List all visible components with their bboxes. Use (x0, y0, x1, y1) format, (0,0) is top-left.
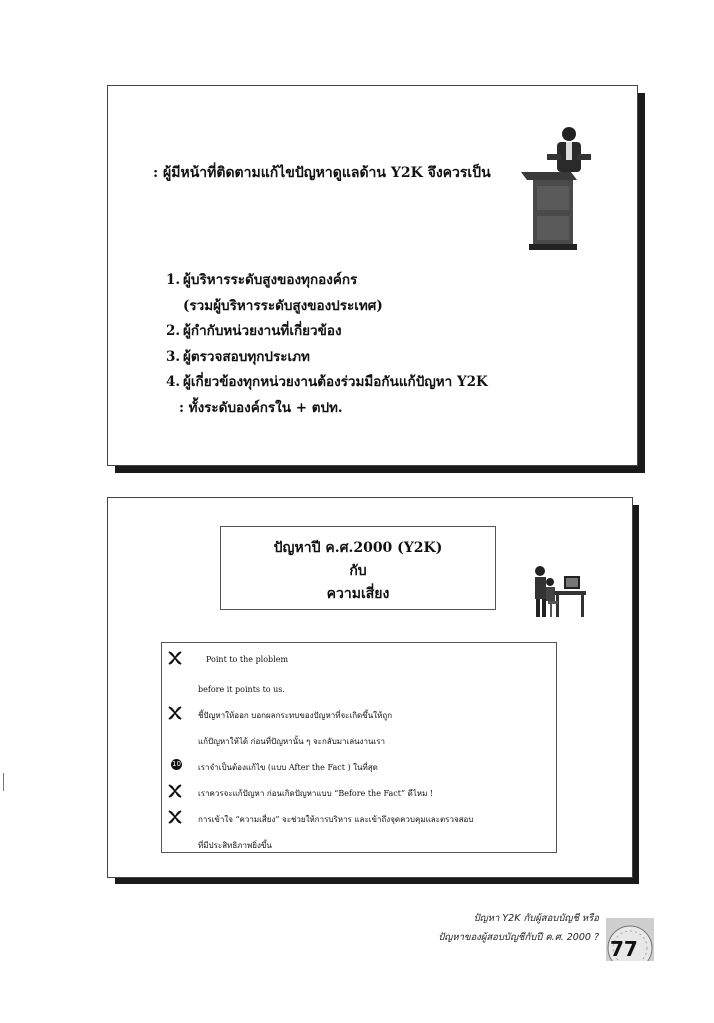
list-item: 2. ผู้กำกับหน่วยงานที่เกี่ยวข้อง (166, 323, 342, 339)
footer-title-line2: ปัญหาของผู้สอบบัญชีกับปี ค.ศ. 2000 ? (438, 932, 599, 943)
slide2-shadow-bottom (115, 878, 639, 884)
circled-number-icon: 10 (172, 760, 181, 768)
list-item: (รวมผู้บริหารระดับสูงของประเทศ) (183, 297, 383, 314)
list-item: 3. ผู้ตรวจสอบทุกประเภท (166, 348, 310, 365)
list-item: : ทั้งระดับองค์กรใน + ตปท. (179, 399, 343, 416)
slide-y2k-risk (107, 497, 633, 878)
slide1-heading: : ผู้มีหน้าที่ติดตามแก้ไขปัญหาดูแลด้าน Y2K จึงควรเป็น (153, 165, 491, 181)
people-at-computer-icon (526, 564, 588, 620)
footer-title-line1: ปัญหา Y2K กับผู้สอบบัญชี หรือ (473, 913, 599, 924)
list-item: 4. ผู้เกี่ยวข้องทุกหน่วยงานต้องร่วมมือกันแก้ปัญหา Y2K (166, 374, 488, 390)
slide1-list (166, 268, 488, 421)
list-item: 1. ผู้บริหารระดับสูงของทุกองค์กร (166, 272, 358, 288)
x-star-icon (168, 706, 182, 720)
x-star-icon (168, 810, 182, 824)
page-number: 77 (610, 937, 638, 961)
slide2-title-line1: ปัญหาปี ค.ศ.2000 (Y2K) (273, 540, 443, 556)
slide1-shadow-bottom (115, 466, 645, 473)
slide2-bullet-box: Point to the ploblem before it points to us. ชี้ปัญหาให้ออก บอกผลกระทบของปัญหาที่จะเกิดขึ้นให้ถูก แก้ปัญหาให้ได้ ก่อนที่ปัญหานั้น ๆ จะกลับมาเล่นงานเรา 10 เราจำเป็นต้องแก้ไข (แบบ After the Fact ) ในที่สุด เราควรจะแก้ปัญหา ก่อนเกิดปัญหาแบบ “Before the Fact” ดีไหม ! การเข้าใจ “ความเสี่ยง” จะช่วยให้การบริหาร และเข้าถึงจุดควบคุมและตรวจสอบ ที่มีประสิทธิภาพยิ่งขึ้น (161, 642, 557, 853)
speaker-at-podium-icon (521, 124, 593, 252)
slide1-shadow-right (638, 93, 645, 473)
scan-edge-mark (3, 773, 4, 791)
slide-y2k-responsible (107, 85, 638, 466)
x-star-icon (168, 651, 182, 665)
slide2-shadow-right (633, 505, 639, 884)
x-star-icon (168, 784, 182, 798)
slide2-title-line3: ความเสี่ยง (326, 586, 390, 602)
slide2-title-line2: กับ (349, 563, 367, 579)
slide2-title-box (220, 526, 496, 610)
